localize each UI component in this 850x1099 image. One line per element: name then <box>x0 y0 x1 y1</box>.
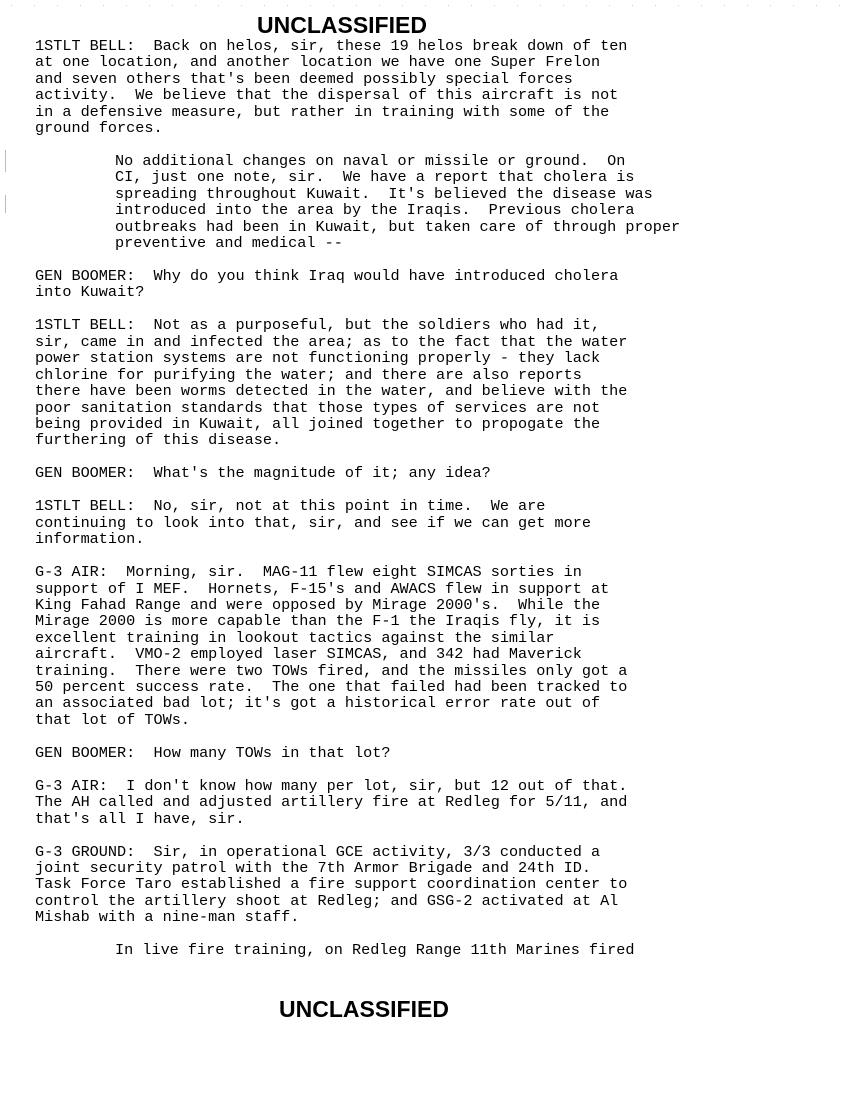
margin-mark <box>5 150 6 172</box>
speaker-label: GEN BOOMER: <box>35 267 136 286</box>
paragraph <box>35 844 835 926</box>
paragraph-text: Sir, in operational GCE activity, 3/3 conducted a joint security patrol with the 7th Armor Brigade and 24th ID. Task Force Taro established a fire support coordination center to control the artillery shoot at Redleg; and GSG-2 activated at Al Mishab with a nine-man staff. <box>35 842 628 927</box>
speaker-label: G-3 AIR: <box>35 776 108 795</box>
paragraph <box>35 465 835 481</box>
paragraph-text: No additional changes on naval or missile or ground. On CI, just one note, sir. We have a report that cholera is spreading throughout Kuwait. It's believed the disease was introduced into the area by the Iraqis. Previous cholera outbreaks had been in Kuwait, but taken care of through proper preventive and medical -- <box>115 152 681 253</box>
classification-footer: UNCLASSIFIED <box>279 996 449 1022</box>
paragraph-text: What's the magnitude of it; any idea? <box>135 464 491 483</box>
paragraph <box>35 38 835 136</box>
speaker-label: G-3 AIR: <box>35 563 108 582</box>
paragraph-text: I don't know how many per lot, sir, but 12 out of that. The AH called and adjusted artillery fire at Redleg for 5/11, and that's all I have, sir. <box>35 776 628 828</box>
paragraph-text: How many TOWs in that lot? <box>135 743 391 762</box>
classification-header: UNCLASSIFIED <box>257 12 427 38</box>
paragraph-text: In live fire training, on Redleg Range 11th Marines fired <box>115 941 635 960</box>
paragraph <box>35 745 835 761</box>
paragraph-text: Not as a purposeful, but the soldiers who had it, sir, came in and infected the area; as to the fact that the water power station systems are not functioning properly - they lack chlorine for purifying the water; and there are also reports there have been worms detected in the water, and believe with the poor sanitation standards that those types of services are not being provided in Kuwait, all joined together to propogate the furthering of this disease. <box>35 316 628 450</box>
paragraph <box>35 564 835 728</box>
paragraph <box>35 153 835 251</box>
paragraph <box>35 778 835 827</box>
paragraph-text: Why do you think Iraq would have introduced cholera into Kuwait? <box>35 267 619 302</box>
paragraph-text: Back on helos, sir, these 19 helos break down of ten at one location, and another location we have one Super Frelon and seven others that's been deemed possibly special forces activity. We believe that the dispersal of this aircraft is not in a defensive measure, but rather in training with some of the ground forces. <box>35 37 628 138</box>
paragraph <box>35 498 835 547</box>
speaker-label: G-3 GROUND: <box>35 842 136 861</box>
speaker-label: 1STLT BELL: <box>35 37 136 55</box>
paragraph <box>35 317 835 448</box>
paragraph-text: Morning, sir. MAG-11 flew eight SIMCAS sorties in support of I MEF. Hornets, F-15's and AWACS flew in support at King Fahad Range and were opposed by Mirage 2000's. While the Mirage 2000 is more capable than the F-1 the Iraqis fly, it is excellent training in lookout tactics against the similar aircraft. VMO-2 employed laser SIMCAS, and 342 had Maverick training. There were two TOWs fired, and the missiles only got a 50 percent success rate. The one that failed had been tracked to an associated bad lot; it's got a historical error rate out of that lot of TOWs. <box>35 563 628 729</box>
transcript-body <box>35 38 835 975</box>
speaker-label: 1STLT BELL: <box>35 316 136 335</box>
scan-artifact <box>0 2 850 10</box>
margin-mark <box>5 195 6 213</box>
speaker-label: GEN BOOMER: <box>35 743 136 762</box>
paragraph <box>35 942 835 958</box>
paragraph-text: No, sir, not at this point in time. We are continuing to look into that, sir, and see if we can get more information. <box>35 497 591 549</box>
paragraph <box>35 268 835 301</box>
speaker-label: GEN BOOMER: <box>35 464 136 483</box>
speaker-label: 1STLT BELL: <box>35 497 136 516</box>
